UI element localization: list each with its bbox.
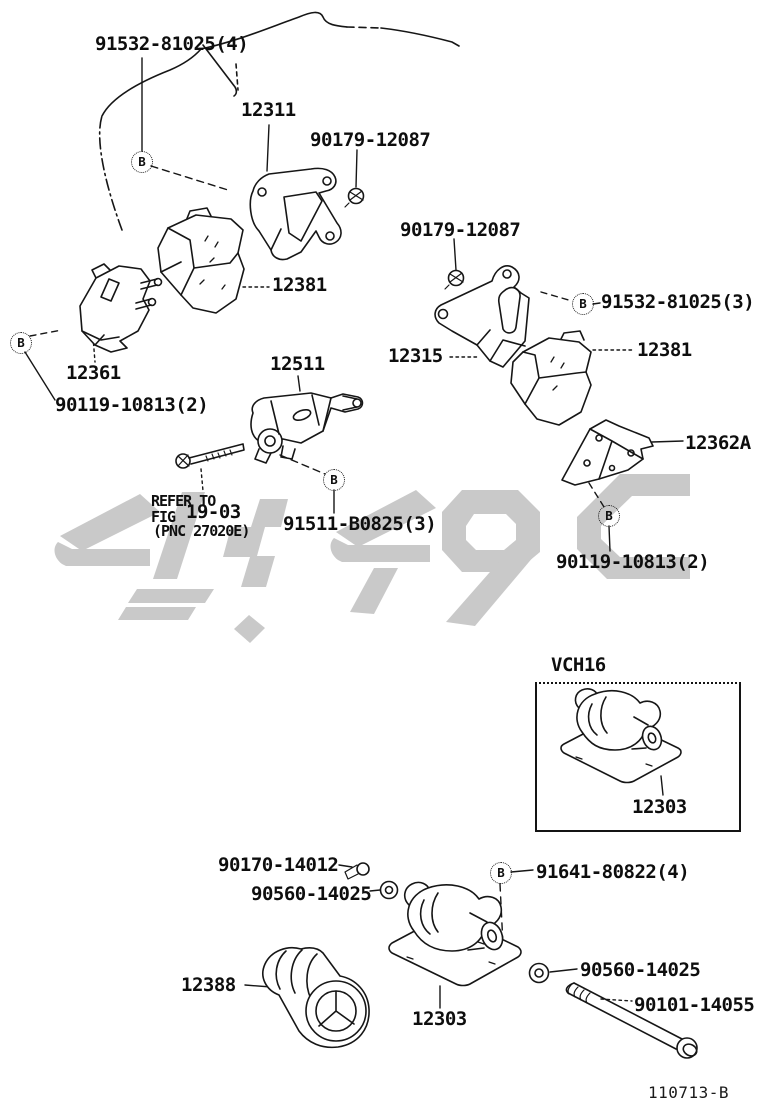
bolt-90170-drawing [345,863,369,879]
part-label-91511-b0825: 91511-B0825(3) [283,513,437,535]
inset-code-vch16: VCH16 [551,654,606,676]
part-label-90101-14055: 90101-14055 [634,994,755,1016]
part-label-90179-12087-top: 90179-12087 [310,129,431,151]
figure-code: 110713-B [648,1083,730,1102]
connector-b-bottom: B [490,862,512,884]
bracket-12511-drawing [251,393,363,463]
mount-12361-drawing [80,264,162,352]
part-label-12381-left: 12381 [272,274,327,296]
part-label-90560-14025-bottom: 90560-14025 [580,959,701,981]
part-label-12315: 12315 [388,345,443,367]
connector-b-right: B [572,293,594,315]
bracket-12311-drawing [250,168,341,259]
part-label-12303-inset: 12303 [632,796,687,818]
connector-b-top-left: B [131,151,153,173]
refer-note-line1: REFER TO [151,492,216,510]
part-label-90170-14012: 90170-14012 [218,854,339,876]
part-label-12311: 12311 [241,99,296,121]
connector-b-center: B [323,469,345,491]
part-label-90179-12087-right: 90179-12087 [400,219,521,241]
part-label-91532-81025-4: 91532-81025(4) [95,33,249,55]
part-label-12303-bottom: 12303 [412,1008,467,1030]
bolt-90179-right-drawing [445,271,464,290]
connector-b-left: B [10,332,32,354]
damper-12388-drawing [263,948,369,1048]
refer-note-pnc: (PNC 27020E) [153,522,250,540]
part-label-90119-10813-right: 90119-10813(2) [556,551,710,573]
part-label-90560-14025-top: 90560-14025 [251,883,372,905]
part-label-12388: 12388 [181,974,236,996]
connector-b-mid-right: B [598,505,620,527]
part-label-12361: 12361 [66,362,121,384]
refer-note-fig-number: 19-03 [186,501,241,523]
washer-90560-top-drawing [381,882,398,899]
part-label-12362a: 12362A [685,432,751,454]
part-label-91641-80822: 91641-80822(4) [536,861,690,883]
refer-note-fig: FIG [151,508,176,526]
part-label-91532-81025-3: 91532-81025(3) [601,291,755,313]
part-label-90119-10813-left: 90119-10813(2) [55,394,209,416]
bolt-90179-top-drawing [345,189,364,208]
insulator-12381-left-drawing [158,208,244,313]
part-label-12381-right: 12381 [637,339,692,361]
part-label-12511: 12511 [270,353,325,375]
washer-90560-bottom-drawing [530,964,549,983]
bolt-90119-left-drawing [176,444,244,468]
